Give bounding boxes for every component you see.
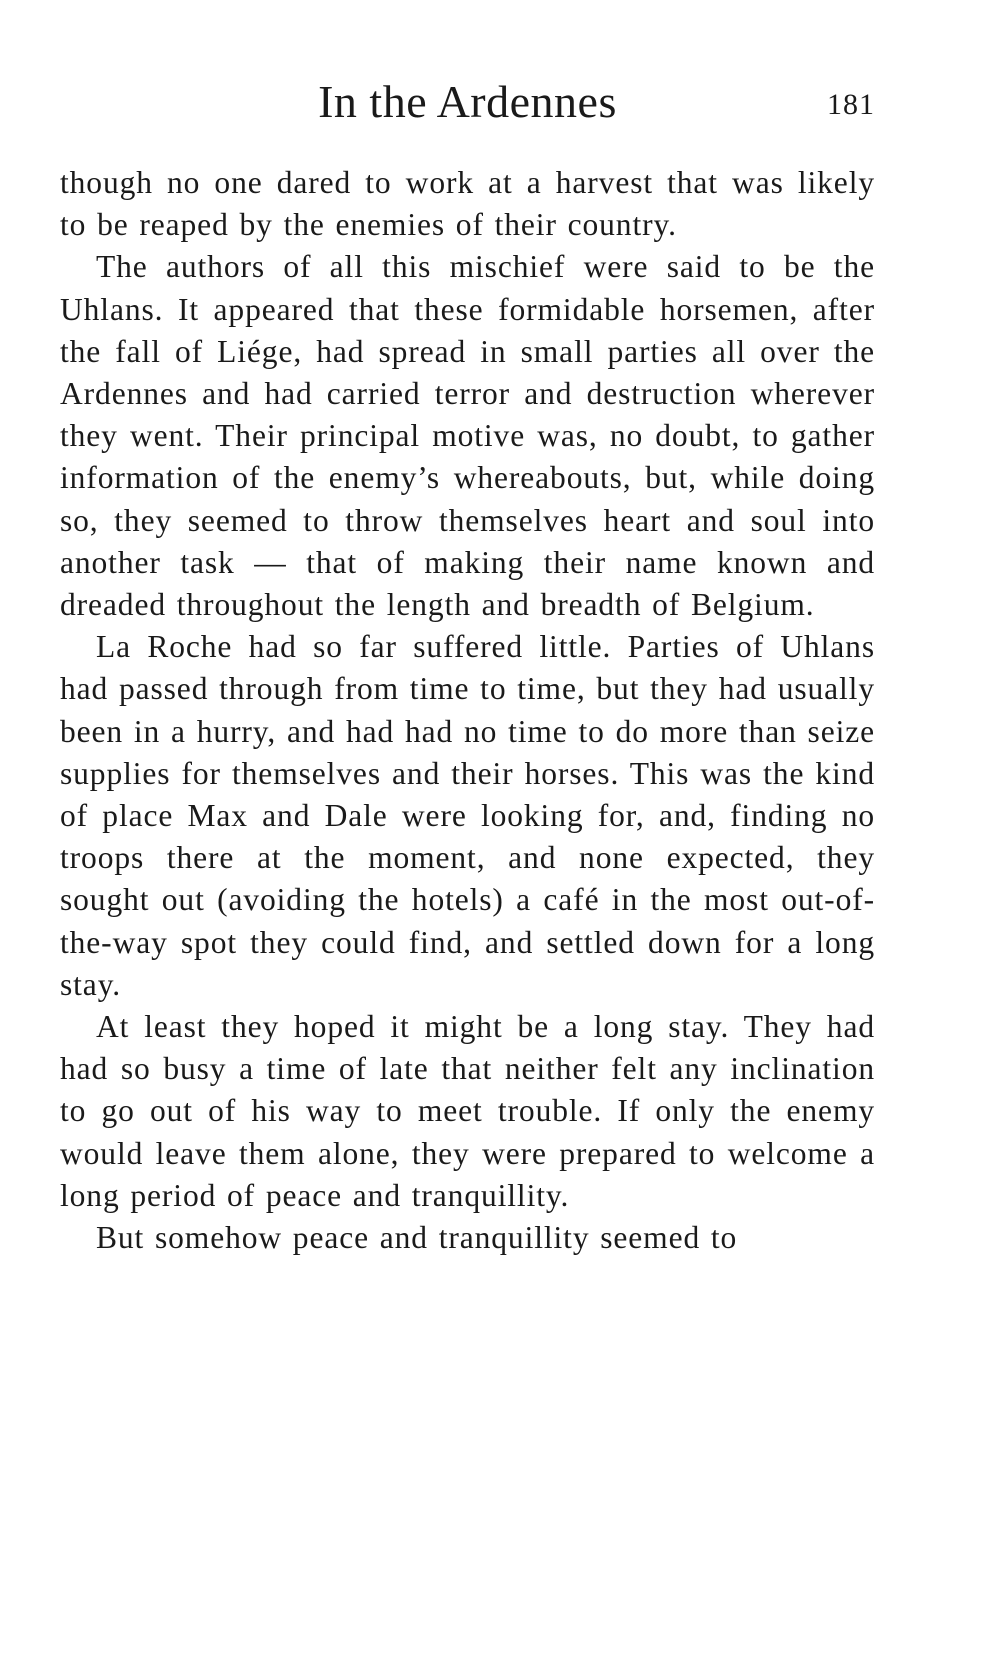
paragraph-la-roche: La Roche had so far suffered little. Parties of Uhlans had passed through from time to time, but they had usually been in a hurry, and had had no time to do more than seize supplies for themselves and their horses. This was the kind of place Max and Dale were looking for, and, finding no troops there at the moment, and none expected, they sought out (avoiding the hotels) a café in the most out-of-the-way spot they could find, and settled down for a long stay. [60,629,875,1002]
running-title: In the Ardennes [318,76,617,127]
body-text [60,162,875,1259]
paragraph-continuation: though no one dared to work at a harvest that was likely to be reaped by the enemies of their country. [60,165,875,243]
page-number: 181 [827,88,875,121]
paragraph-uhlans: The authors of all this mischief were said to be the Uhlans. It appeared that these formidable horsemen, after the fall of Liége, had spread in small parties all over the Ardennes and had carried terror and destruction wherever they went. Their principal motive was, no doubt, to gather information of the enemy’s whereabouts, but, while doing so, they seemed to throw themselves heart and soul into another task — that of making their name known and dreaded throughout the length and breadth of Belgium. [60,249,875,623]
running-head [60,72,875,132]
paragraph-long-stay: At least they hoped it might be a long stay. They had had so busy a time of late that neither felt any inclination to go out of his way to meet trouble. If only the enemy would leave them alone, they were prepared to welcome a long period of peace and tranquillity. [60,1009,875,1213]
paragraph-peace: But somehow peace and tranquillity seemed to [96,1220,738,1256]
